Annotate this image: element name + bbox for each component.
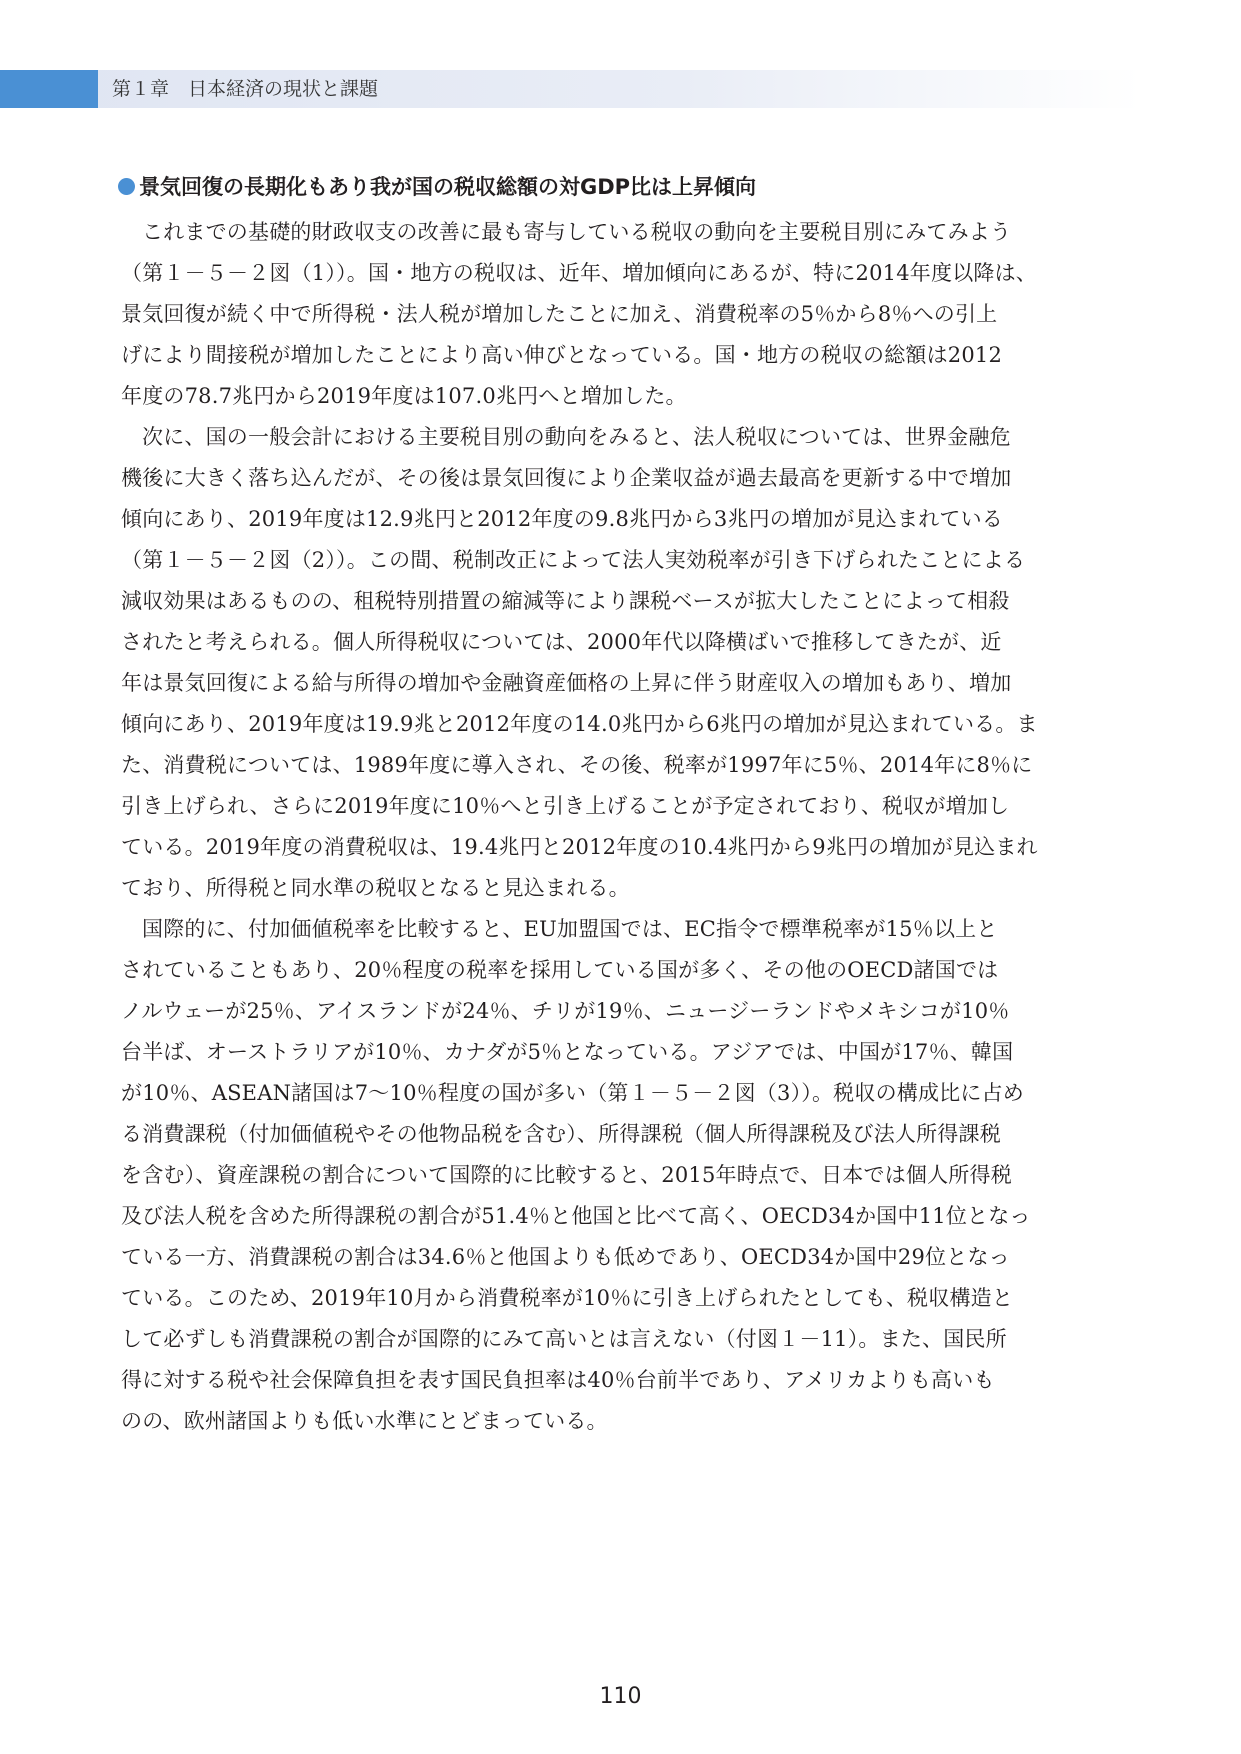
section-heading-text: 景気回復の長期化もあり我が国の税収総額の対GDP比は上昇傾向	[139, 175, 757, 199]
body-text	[121, 212, 1119, 1442]
body-line: されていることもあり、20％程度の税率を採用している国が多く、その他のOECD諸国では	[121, 958, 999, 982]
bullet-dot-icon	[118, 178, 135, 195]
body-line: ている一方、消費課税の割合は34.6％と他国よりも低めであり、OECD34か国中29位となっ	[121, 1245, 1010, 1269]
body-line: ノルウェーが25％、アイスランドが24％、チリが19％、ニュージーランドやメキシコが10％	[121, 999, 1010, 1023]
body-line: 及び法人税を含めた所得課税の割合が51.4％と他国と比べて高く、OECD34か国中11位となっ	[121, 1204, 1031, 1228]
body-line: 傾向にあり、2019年度は19.9兆と2012年度の14.0兆円から6兆円の増加が見込まれている。ま	[121, 712, 1038, 736]
body-line: 国際的に、付加価値税率を比較すると、EU加盟国では、EC指令で標準税率が15％以上と	[142, 917, 998, 941]
body-line: 次に、国の一般会計における主要税目別の動向をみると、法人税収については、世界金融危	[142, 425, 1011, 449]
body-line: 年は景気回復による給与所得の増加や金融資産価格の上昇に伴う財産収入の増加もあり、増加	[121, 671, 1012, 695]
body-line: 減収効果はあるものの、租税特別措置の縮減等により課税ベースが拡大したことによって相殺	[121, 589, 1010, 613]
body-line: 景気回復が続く中で所得税・法人税が増加したことに加え、消費税率の5％から8％への引上	[121, 302, 998, 326]
body-line: （第１－５－２図（1））。国・地方の税収は、近年、増加傾向にあるが、特に2014年度以降は、	[121, 261, 1038, 285]
body-line: のの、欧州諸国よりも低い水準にとどまっている。	[121, 1409, 608, 1433]
chapter-header-accent	[0, 70, 98, 108]
body-line: 台半ば、オーストラリアが10％、カナダが5％となっている。アジアでは、中国が17％、韓国	[121, 1040, 1014, 1064]
section-heading	[118, 172, 756, 202]
body-line: （第１－５－２図（2））。この間、税制改正によって法人実効税率が引き下げられたことによる	[121, 548, 1026, 572]
body-line: た、消費税については、1989年度に導入され、その後、税率が1997年に5％、2014年に8％に	[121, 753, 1033, 777]
body-line: ている。このため、2019年10月から消費税率が10％に引き上げられたとしても、税収構造と	[121, 1286, 1014, 1310]
body-line: 機後に大きく落ち込んだが、その後は景気回復により企業収益が過去最高を更新する中で増加	[121, 466, 1012, 490]
chapter-title: 第１章 日本経済の現状と課題	[112, 78, 379, 100]
body-line: が10％、ASEAN諸国は7～10％程度の国が多い（第１－５－２図（3））。税収の構成比に占め	[121, 1081, 1024, 1105]
body-line: 年度の78.7兆円から2019年度は107.0兆円へと増加した。	[121, 384, 687, 408]
body-line: これまでの基礎的財政収支の改善に最も寄与している税収の動向を主要税目別にみてみよう	[142, 220, 1012, 244]
body-line: 傾向にあり、2019年度は12.9兆円と2012年度の9.8兆円から3兆円の増加が見込まれている	[121, 507, 1003, 531]
body-line: ており、所得税と同水準の税収となると見込まれる。	[121, 876, 630, 900]
page-number: 110	[599, 1684, 642, 1709]
body-line: されたと考えられる。個人所得税収については、2000年代以降横ばいで推移してきたが、近	[121, 630, 1002, 654]
body-line: ている。2019年度の消費税収は、19.4兆円と2012年度の10.4兆円から9兆円の増加が見込まれ	[121, 835, 1038, 859]
body-line: して必ずしも消費課税の割合が国際的にみて高いとは言えない（付図１－11）。また、国民所	[121, 1327, 1007, 1351]
body-line: を含む）、資産課税の割合について国際的に比較すると、2015年時点で、日本では個人所得税	[121, 1163, 1012, 1187]
body-line: 引き上げられ、さらに2019年度に10％へと引き上げることが予定されており、税収が増加し	[121, 794, 1010, 818]
body-line: げにより間接税が増加したことにより高い伸びとなっている。国・地方の税収の総額は2012	[121, 343, 1003, 367]
body-line: る消費課税（付加価値税やその他物品税を含む）、所得課税（個人所得課税及び法人所得課税	[121, 1122, 1001, 1146]
body-line: 得に対する税や社会保障負担を表す国民負担率は40％台前半であり、アメリカよりも高いも	[121, 1368, 995, 1392]
